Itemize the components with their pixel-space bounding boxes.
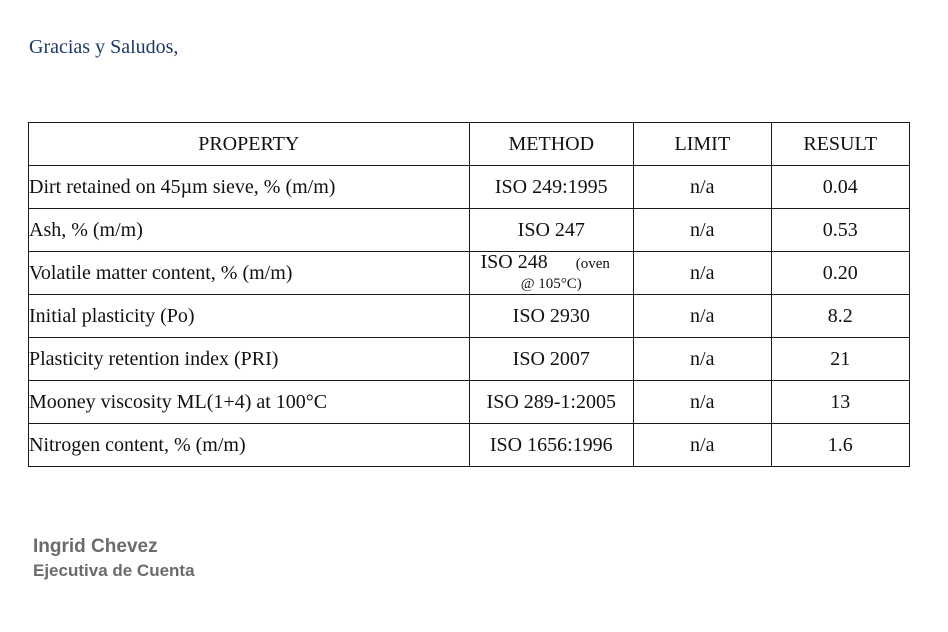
cell-result: 8.2 (771, 295, 910, 338)
email-greeting: Gracias y Saludos, (29, 40, 179, 58)
table-row (29, 166, 910, 209)
cell-method: ISO 1656:1996 (469, 424, 634, 467)
cell-result: 0.04 (771, 166, 910, 209)
email-signature (33, 535, 195, 583)
table-row (29, 295, 910, 338)
cell-method: ISO 247 (469, 209, 634, 252)
signature-name: Ingrid Chevez (33, 536, 158, 557)
cell-property: Mooney viscosity ML(1+4) at 100°C (29, 381, 470, 424)
cell-method: ISO 2007 (469, 338, 634, 381)
cell-limit: n/a (634, 295, 771, 338)
cell-property: Nitrogen content, % (m/m) (29, 424, 470, 467)
column-header-property: PROPERTY (29, 123, 470, 166)
cell-limit: n/a (634, 166, 771, 209)
cell-method: ISO 289-1:2005 (469, 381, 634, 424)
signature-title: Ejecutiva de Cuenta (33, 561, 195, 580)
column-header-result: RESULT (771, 123, 910, 166)
table-header-row (29, 123, 910, 166)
cell-limit: n/a (634, 338, 771, 381)
method-note: @ 105°C) (520, 276, 582, 292)
method-note: (oven (575, 256, 610, 272)
cell-result: 21 (771, 338, 910, 381)
cell-limit: n/a (634, 381, 771, 424)
cell-property: Initial plasticity (Po) (29, 295, 470, 338)
table-row (29, 252, 910, 295)
column-header-limit: LIMIT (634, 123, 771, 166)
cell-result: 13 (771, 381, 910, 424)
cell-result: 1.6 (771, 424, 910, 467)
table-row (29, 381, 910, 424)
method-code: ISO 248 (480, 251, 548, 273)
table-row (29, 424, 910, 467)
cell-property: Volatile matter content, % (m/m) (29, 252, 470, 295)
table-row (29, 209, 910, 252)
cell-limit: n/a (634, 424, 771, 467)
table-row (29, 338, 910, 381)
column-header-method: METHOD (469, 123, 634, 166)
cell-property: Dirt retained on 45µm sieve, % (m/m) (29, 166, 470, 209)
cell-limit: n/a (634, 209, 771, 252)
cell-property: Plasticity retention index (PRI) (29, 338, 470, 381)
cell-limit: n/a (634, 252, 771, 295)
cell-method: ISO 2930 (469, 295, 634, 338)
cell-result: 0.53 (771, 209, 910, 252)
spec-table (28, 122, 910, 467)
cell-method: ISO 249:1995 (469, 166, 634, 209)
cell-result: 0.20 (771, 252, 910, 295)
cell-method (469, 252, 634, 295)
cell-property: Ash, % (m/m) (29, 209, 470, 252)
